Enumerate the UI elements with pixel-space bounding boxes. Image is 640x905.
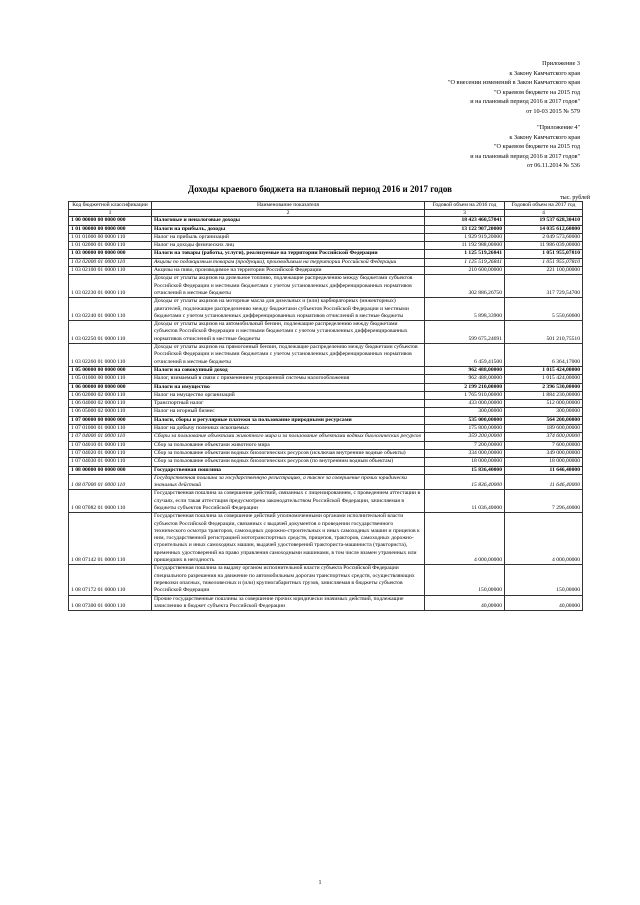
row-name: Государственная пошлина за совершение действий уполномоченными органами исполнительной власти субъектов Российской Федерации, связанных с выдачей документов о проведении государственного технического осмотра тракторов, самоходных дорожно-строительных и иных самоходных машин и прицепов к ним, государственной регистрацией мототранспортных средств, прицепов, тракторов, самоходных дорожно-строительных и иных самоходных машин, выдачей удостоверений тракториста-машиниста (тракториста), временных удостоверений на право управления самоходными машинами, в том числе взамен утраченных или пришедших в негодность: [152, 513, 425, 565]
table-row: [69, 250, 583, 258]
row-name: Налог, взимаемый в связи с применением упрощенной системы налогообложения: [152, 375, 425, 383]
row-value-2016: 15 836,40000: [425, 466, 505, 474]
row-name: Сбор за пользование объектами водных биологических ресурсов (по внутренним водным объектам): [152, 458, 425, 466]
appendix-note-4: [300, 123, 580, 171]
row-name: Налог на игорный бизнес: [152, 408, 425, 416]
units-label: тыс. рублей: [560, 195, 590, 201]
table-row: [69, 298, 583, 321]
table-row: [69, 449, 583, 457]
column-number-row: [69, 210, 583, 217]
note-line: "О краевом бюджете на 2015 год: [494, 143, 580, 151]
row-code: 1 07 00000 00 0000 000: [69, 416, 152, 424]
table-row: [69, 400, 583, 408]
row-value-2017: 14 035 612,60000: [505, 225, 583, 233]
row-value-2016: 302 886,26750: [425, 275, 505, 298]
row-value-2016: 210 600,00000: [425, 267, 505, 275]
row-value-2017: 19 537 628,30410: [505, 217, 583, 225]
row-code: 1 07 04020 01 0000 110: [69, 449, 152, 457]
budget-table: [68, 201, 583, 611]
row-name: Сбор за пользование объектами животного мира: [152, 441, 425, 449]
row-value-2017: 317 729,54700: [505, 275, 583, 298]
row-value-2016: 11 036,40000: [425, 490, 505, 513]
row-code: 1 06 05000 02 0000 110: [69, 408, 152, 416]
column-number: 2: [152, 210, 425, 217]
row-name: Налог на доходы физических лиц: [152, 242, 425, 250]
row-name: Налоги на имущество: [152, 383, 425, 391]
row-value-2016: 1 125 519,26841: [425, 258, 505, 266]
row-code: 1 05 01000 00 0000 110: [69, 375, 152, 383]
row-name: Налоги на товары (работы, услуги), реализуемые на территории Российской Федерации: [152, 250, 425, 258]
table-row: [69, 217, 583, 225]
row-name: Государственная пошлина за совершение действий, связанных с лицензированием, с проведением аттестации в случаях, если такая аттестация предусмотрена законодательством Российской Федерации, зачисляемая в бюджеты субъектов Российской Федерации: [152, 490, 425, 513]
header-name: Наименование показателя: [152, 202, 425, 210]
row-value-2017: 1 015 424,00000: [505, 375, 583, 383]
note-line: Приложение 3: [542, 60, 580, 67]
row-value-2016: 18 423 460,57041: [425, 217, 505, 225]
row-name: Налог на прибыль организаций: [152, 233, 425, 241]
header-2016: Годовой объем на 2016 год: [425, 202, 505, 210]
row-code: 1 03 02230 01 0000 110: [69, 275, 152, 298]
table-row: [69, 275, 583, 298]
row-name: Государственная пошлина за выдачу органом исполнительной власти субъекта Российской Федерации специального разрешения на движение по автомобильным дорогам транспортных средств, осуществляющих перевозки опасных, тяжеловесных и (или) крупногабаритных грузов, зачисляемая в бюджеты субъектов Российской Федерации: [152, 565, 425, 595]
row-value-2016: 5 898,33900: [425, 298, 505, 321]
row-code: 1 01 02000 01 0000 110: [69, 242, 152, 250]
row-code: 1 01 00000 00 0000 000: [69, 225, 152, 233]
table-header-row: [69, 202, 583, 210]
table-row: [69, 258, 583, 266]
table-row: [69, 441, 583, 449]
row-code: 1 01 01000 00 0000 110: [69, 233, 152, 241]
row-value-2017: 2 396 530,00000: [505, 383, 583, 391]
row-name: Налог на имущество организаций: [152, 391, 425, 399]
row-name: Доходы от уплаты акцизов на прямогонный бензин, подлежащие распределению между бюджетами субъектов Российской Федерации и местными бюджетами с учетом установленных дифференцированных нормативов отчислений в местные бюджеты: [152, 344, 425, 367]
row-name: Доходы от уплаты акцизов на дизельное топливо, подлежащие распределению между бюджетами субъектов Российской Федерации и местными бюджетами с учетом установленных дифференцированных нормативов отчислений в местные бюджеты: [152, 275, 425, 298]
table-row: [69, 565, 583, 595]
table-row: [69, 425, 583, 433]
row-code: 1 08 07142 01 0000 110: [69, 513, 152, 565]
row-value-2016: 1 929 919,20000: [425, 233, 505, 241]
row-value-2017: 2 049 573,60000: [505, 233, 583, 241]
table-row: [69, 416, 583, 424]
row-value-2017: 5 550,60600: [505, 298, 583, 321]
row-value-2017: 11 646,40000: [505, 466, 583, 474]
row-value-2017: 512 000,00000: [505, 400, 583, 408]
header-2017: Годовой объем на 2017 год: [505, 202, 583, 210]
row-value-2016: 962 488,00000: [425, 375, 505, 383]
row-value-2016: 150,00000: [425, 565, 505, 595]
row-value-2016: 4 000,00000: [425, 513, 505, 565]
row-code: 1 00 00000 00 0000 000: [69, 217, 152, 225]
row-code: 1 08 07000 01 0000 110: [69, 474, 152, 490]
row-name: Налоговые и неналоговые доходы: [152, 217, 425, 225]
row-code: 1 03 02250 01 0000 110: [69, 321, 152, 344]
row-value-2017: 349 000,00000: [505, 449, 583, 457]
row-value-2017: 374 600,00000: [505, 433, 583, 441]
row-value-2016: 599 675,24691: [425, 321, 505, 344]
row-code: 1 07 04030 01 0000 110: [69, 458, 152, 466]
row-code: 1 08 07082 01 0000 110: [69, 490, 152, 513]
row-name: Налоги на совокупный доход: [152, 366, 425, 374]
table-row: [69, 433, 583, 441]
note-line: к Закону Камчатского края: [509, 69, 580, 77]
row-value-2017: 1 884 230,00000: [505, 391, 583, 399]
column-number: 1: [69, 210, 152, 217]
row-value-2017: 7 600,00000: [505, 441, 583, 449]
table-row: [69, 383, 583, 391]
table-row: [69, 225, 583, 233]
table-row: [69, 233, 583, 241]
row-code: 1 08 07300 01 0000 110: [69, 595, 152, 611]
row-value-2016: 359 200,00000: [425, 433, 505, 441]
table-row: [69, 513, 583, 565]
row-value-2016: 18 000,00000: [425, 458, 505, 466]
row-name: Сбор за пользование объектами водных биологических ресурсов (исключая внутренние водные объекты): [152, 449, 425, 457]
row-value-2016: 300,00000: [425, 408, 505, 416]
note-line: "О внесении изменений в Закон Камчатского края: [448, 79, 580, 87]
table-row: [69, 466, 583, 474]
column-number: 3: [425, 210, 505, 217]
row-code: 1 08 00000 00 0000 000: [69, 466, 152, 474]
row-name: Налог на добычу полезных ископаемых: [152, 425, 425, 433]
row-value-2016: 13 122 907,20000: [425, 225, 505, 233]
row-code: 1 07 04000 01 0000 110: [69, 433, 152, 441]
row-value-2016: 535 000,00000: [425, 416, 505, 424]
row-name: Государственная пошлина за государственную регистрацию, а также за совершение прочих юридически значимых действий: [152, 474, 425, 490]
row-value-2017: 18 000,00000: [505, 458, 583, 466]
row-name: Акцизы по подакцизным товарам (продукции), производимым на территории Российской Федерации: [152, 258, 425, 266]
row-value-2016: 11 192 988,00000: [425, 242, 505, 250]
row-name: Государственная пошлина: [152, 466, 425, 474]
table-row: [69, 474, 583, 490]
table-row: [69, 458, 583, 466]
row-name: Налоги на прибыль, доходы: [152, 225, 425, 233]
row-value-2016: 2 199 210,00000: [425, 383, 505, 391]
row-value-2016: 433 000,00000: [425, 400, 505, 408]
table-row: [69, 366, 583, 374]
row-value-2017: 11 646,40000: [505, 474, 583, 490]
row-value-2017: 1 051 955,07810: [505, 258, 583, 266]
row-name: Сборы за пользование объектами животного мира и за пользование объектами водных биологических ресурсов: [152, 433, 425, 441]
row-code: 1 05 00000 00 0000 000: [69, 366, 152, 374]
row-code: 1 06 00000 00 0000 000: [69, 383, 152, 391]
row-value-2016: 334 000,00000: [425, 449, 505, 457]
row-code: 1 03 02000 01 0000 110: [69, 258, 152, 266]
row-value-2016: 6 459,41500: [425, 344, 505, 367]
note-line: и на плановый период 2016 и 2017 годов": [470, 98, 580, 106]
row-value-2016: 40,00000: [425, 595, 505, 611]
row-value-2016: 175 800,00000: [425, 425, 505, 433]
table-row: [69, 267, 583, 275]
table-row: [69, 391, 583, 399]
note-line: и на плановый период 2016 и 2017 годов": [470, 152, 580, 160]
row-code: 1 03 02260 01 0000 110: [69, 344, 152, 367]
row-code: 1 03 02100 01 0000 110: [69, 267, 152, 275]
row-value-2017: 40,00000: [505, 595, 583, 611]
row-value-2017: 150,00000: [505, 565, 583, 595]
row-name: Прочие государственные пошлины за совершение прочих юридически значимых действий, подлежащие зачислению в бюджет субъекта Российской Федерации: [152, 595, 425, 611]
row-name: Акцизы на пиво, производимое на территории Российской Федерации: [152, 267, 425, 275]
table-row: [69, 321, 583, 344]
header-code: Код бюджетной классификации: [69, 202, 152, 210]
table-row: [69, 408, 583, 416]
row-code: 1 03 02240 01 0000 110: [69, 298, 152, 321]
row-value-2017: 11 986 039,00000: [505, 242, 583, 250]
row-value-2017: 4 000,00000: [505, 513, 583, 565]
row-value-2016: 1 125 519,26841: [425, 250, 505, 258]
row-value-2017: 1 015 424,00000: [505, 366, 583, 374]
row-value-2016: 962 488,00000: [425, 366, 505, 374]
row-code: 1 07 04010 01 0000 110: [69, 441, 152, 449]
row-value-2016: 7 200,00000: [425, 441, 505, 449]
table-row: [69, 344, 583, 367]
note-line: от 10-03 2015 № 579: [526, 107, 580, 115]
note-line: "О краевом бюджете на 2015 год: [494, 88, 580, 96]
table-row: [69, 375, 583, 383]
row-value-2017: 221 100,00000: [505, 267, 583, 275]
row-value-2016: 1 765 910,00000: [425, 391, 505, 399]
page-number: 1: [318, 880, 322, 886]
row-value-2017: 7 296,40000: [505, 490, 583, 513]
row-value-2017: 1 051 955,07810: [505, 250, 583, 258]
row-value-2017: 300,00000: [505, 408, 583, 416]
row-value-2016: 15 836,40000: [425, 474, 505, 490]
row-name: Налоги, сборы и регулярные платежи за пользование природными ресурсами: [152, 416, 425, 424]
column-number: 4: [505, 210, 583, 217]
row-value-2017: 564 200,00000: [505, 416, 583, 424]
row-value-2017: 6 364,17000: [505, 344, 583, 367]
note-line: к Закону Камчатского края: [509, 133, 580, 141]
note-line: "Приложение 4": [537, 124, 580, 131]
row-code: 1 06 04000 02 0000 110: [69, 400, 152, 408]
note-line: от 06.11.2014 № 536: [526, 162, 580, 170]
table-row: [69, 490, 583, 513]
row-code: 1 07 01000 01 0000 110: [69, 425, 152, 433]
row-code: 1 08 07172 01 0000 110: [69, 565, 152, 595]
row-value-2017: 501 210,75510: [505, 321, 583, 344]
table-row: [69, 242, 583, 250]
row-name: Транспортный налог: [152, 400, 425, 408]
appendix-note-3: [300, 59, 580, 117]
row-name: Доходы от уплаты акцизов на автомобильный бензин, подлежащие распределению между бюджетами субъектов Российской Федерации и местными бюджетами с учетом установленных дифференцированных нормативов отчислений в местные бюджеты: [152, 321, 425, 344]
row-value-2017: 189 600,00000: [505, 425, 583, 433]
row-code: 1 03 00000 00 0000 000: [69, 250, 152, 258]
page-title: Доходы краевого бюджета на плановый период 2016 и 2017 годов: [188, 184, 452, 194]
row-name: Доходы от уплаты акцизов на моторные масла для дизельных и (или) карбюраторных (инжекторных) двигателей, подлежащие распределению между бюджетами субъектов Российской Федерации и местными бюджетами с учетом установленных дифференцированных нормативов отчислений в местные бюджеты: [152, 298, 425, 321]
row-code: 1 06 02000 02 0000 110: [69, 391, 152, 399]
table-row: [69, 595, 583, 611]
